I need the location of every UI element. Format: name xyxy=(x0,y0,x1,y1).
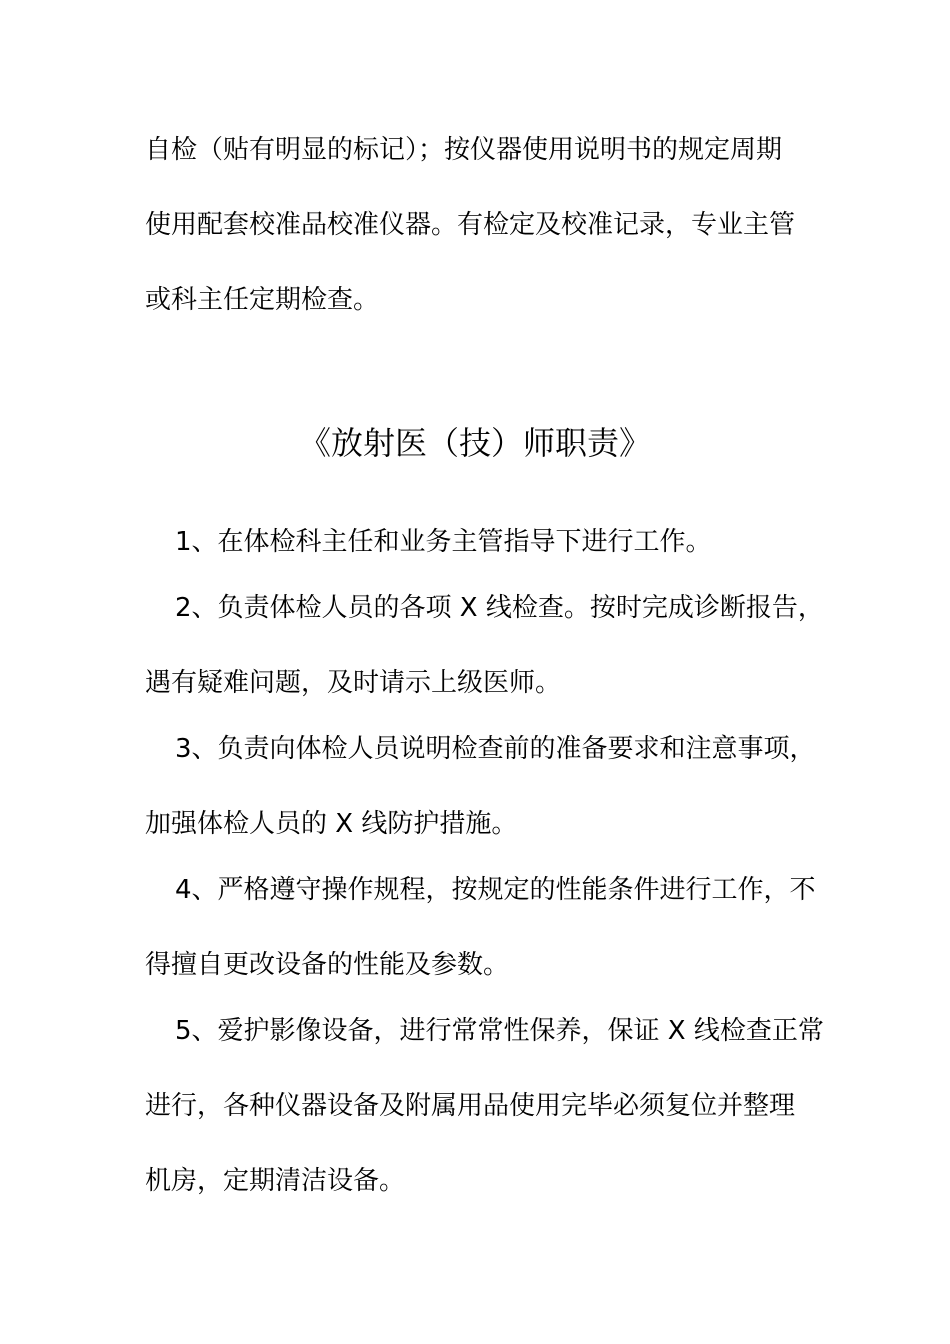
duty-item-3-line-2: 加强体检人员的 X 线防护措施。 xyxy=(145,809,518,839)
duty-item-1-line-1: 1、在体检科主任和业务主管指导下进行工作。 xyxy=(175,527,712,557)
intro-line-3: 或科主任定期检查。 xyxy=(145,285,380,315)
section-title: 《放射医（技）师职责》 xyxy=(298,424,651,462)
intro-line-2: 使用配套校准品校准仪器。有检定及校准记录，专业主管 xyxy=(145,210,796,240)
duty-item-2-line-2: 遇有疑难问题，及时请示上级医师。 xyxy=(145,668,562,698)
duty-item-5-line-3: 机房，定期清洁设备。 xyxy=(145,1166,406,1196)
duty-item-4-line-1: 4、严格遵守操作规程，按规定的性能条件进行工作，不 xyxy=(175,875,816,905)
duty-item-5-line-1: 5、爱护影像设备，进行常常性保养，保证 X 线检查正常 xyxy=(175,1016,824,1046)
duty-item-5-line-2: 进行，各种仪器设备及附属用品使用完毕必须复位并整理 xyxy=(145,1091,796,1121)
duty-item-3-line-1: 3、负责向体检人员说明检查前的准备要求和注意事项， xyxy=(175,734,816,764)
duty-item-2-line-1: 2、负责体检人员的各项 X 线检查。按时完成诊断报告， xyxy=(175,593,824,623)
intro-line-1: 自检（贴有明显的标记）；按仪器使用说明书的规定周期 xyxy=(145,135,783,165)
duty-item-4-line-2: 得擅自更改设备的性能及参数。 xyxy=(145,950,510,980)
